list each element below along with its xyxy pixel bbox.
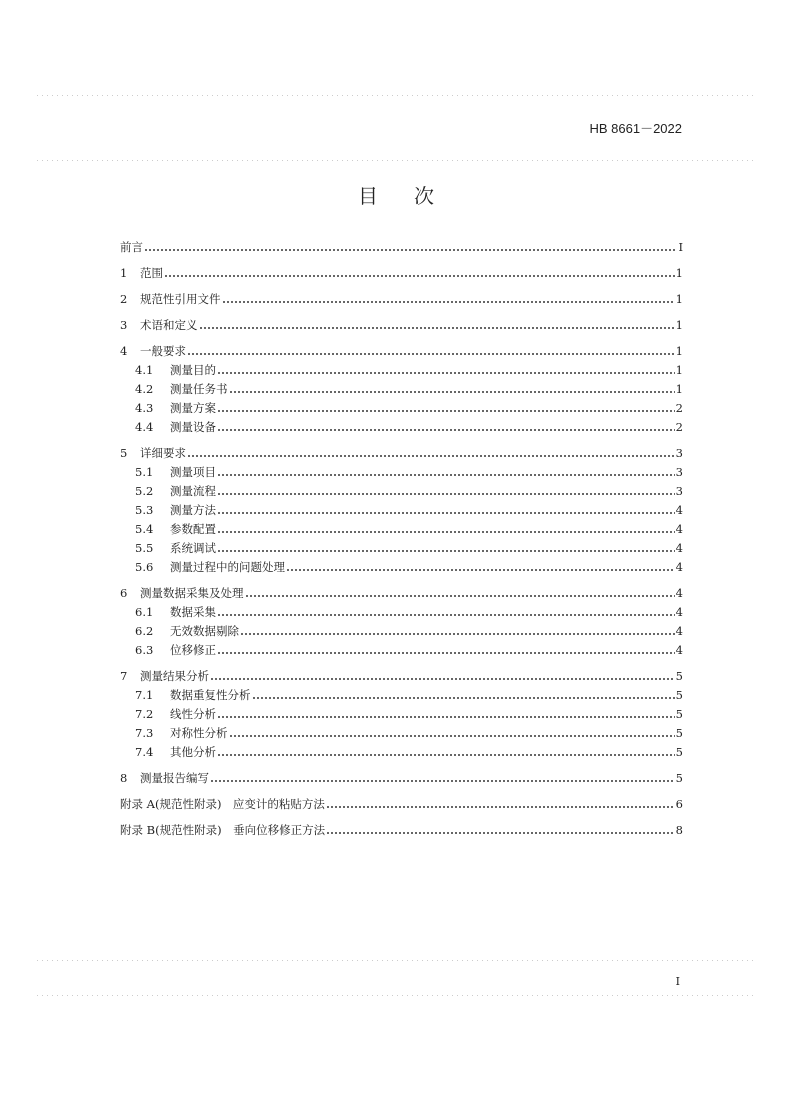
toc-entry[interactable] bbox=[120, 482, 683, 501]
toc-entry[interactable] bbox=[120, 705, 683, 724]
toc-dot-leader bbox=[217, 605, 675, 617]
toc-dot-leader bbox=[217, 707, 675, 719]
toc-entry-title: 附录 A(规范性附录) 应变计的粘贴方法 bbox=[120, 797, 325, 811]
toc-dot-leader bbox=[222, 292, 675, 304]
toc-entry-page: 3 bbox=[675, 446, 683, 460]
toc-entry[interactable] bbox=[120, 584, 683, 603]
toc-entry[interactable] bbox=[120, 686, 683, 705]
toc-entry-number: 4 bbox=[120, 344, 128, 358]
toc-entry-page: 1 bbox=[675, 318, 683, 332]
toc-entry-number: 6.1 bbox=[135, 605, 154, 619]
toc-entry[interactable] bbox=[120, 821, 683, 840]
toc-dot-leader bbox=[217, 484, 675, 496]
toc-entry-page: 4 bbox=[675, 560, 683, 574]
toc-entry-title: 测量项目 bbox=[170, 465, 216, 479]
toc-entry-title: 测量方案 bbox=[170, 401, 216, 415]
toc-dot-leader bbox=[326, 797, 675, 809]
toc-entry-page: 2 bbox=[675, 401, 683, 415]
toc-entry-page: 4 bbox=[675, 605, 683, 619]
toc-entry-page: 1 bbox=[675, 344, 683, 358]
toc-dot-leader bbox=[210, 669, 675, 681]
toc-dot-leader bbox=[187, 446, 675, 458]
toc-entry[interactable] bbox=[120, 418, 683, 437]
toc-dot-leader bbox=[210, 771, 675, 783]
table-of-contents bbox=[120, 238, 683, 840]
toc-entry[interactable] bbox=[120, 264, 683, 283]
toc-entry-title: 测量过程中的问题处理 bbox=[170, 560, 285, 574]
toc-entry-number: 4.1 bbox=[135, 363, 154, 377]
toc-entry[interactable] bbox=[120, 444, 683, 463]
toc-entry-title: 对称性分析 bbox=[170, 726, 228, 740]
toc-entry[interactable] bbox=[120, 501, 683, 520]
toc-entry[interactable] bbox=[120, 724, 683, 743]
toc-title: 目次 bbox=[358, 184, 470, 208]
toc-entry-title: 数据采集 bbox=[170, 605, 216, 619]
toc-dot-leader bbox=[217, 643, 675, 655]
toc-entry[interactable] bbox=[120, 539, 683, 558]
toc-entry-title: 前言 bbox=[120, 240, 143, 254]
toc-entry[interactable] bbox=[120, 399, 683, 418]
toc-dot-leader bbox=[229, 726, 675, 738]
toc-entry-number: 5.2 bbox=[135, 484, 154, 498]
toc-entry[interactable] bbox=[120, 361, 683, 380]
toc-entry-title: 测量任务书 bbox=[170, 382, 228, 396]
scan-line bbox=[35, 995, 755, 996]
toc-entry-title: 参数配置 bbox=[170, 522, 216, 536]
toc-entry-title: 测量目的 bbox=[170, 363, 216, 377]
toc-entry-page: 1 bbox=[675, 292, 683, 306]
toc-entry-page: 1 bbox=[675, 363, 683, 377]
toc-entry-page: 4 bbox=[675, 541, 683, 555]
toc-entry[interactable] bbox=[120, 558, 683, 577]
toc-entry[interactable] bbox=[120, 238, 683, 257]
toc-entry-page: 4 bbox=[675, 624, 683, 638]
toc-entry-page: 4 bbox=[675, 586, 683, 600]
toc-entry-page: 4 bbox=[675, 503, 683, 517]
toc-entry-number: 7 bbox=[120, 669, 128, 683]
toc-entry-title: 一般要求 bbox=[140, 344, 186, 358]
scan-line bbox=[35, 95, 755, 96]
toc-dot-leader bbox=[217, 522, 675, 534]
toc-entry-number: 5.1 bbox=[135, 465, 154, 479]
scan-line bbox=[35, 960, 755, 961]
toc-entry-title: 测量方法 bbox=[170, 503, 216, 517]
toc-entry-title: 其他分析 bbox=[170, 745, 216, 759]
toc-entry-page: 4 bbox=[675, 643, 683, 657]
toc-dot-leader bbox=[144, 240, 677, 252]
toc-dot-leader bbox=[217, 465, 675, 477]
toc-entry-page: 5 bbox=[675, 707, 683, 721]
toc-entry-title: 测量报告编写 bbox=[140, 771, 209, 785]
toc-entry[interactable] bbox=[120, 520, 683, 539]
toc-entry[interactable] bbox=[120, 342, 683, 361]
toc-entry-title: 无效数据剔除 bbox=[170, 624, 239, 638]
toc-entry-page: 2 bbox=[675, 420, 683, 434]
toc-entry-number: 3 bbox=[120, 318, 128, 332]
toc-dot-leader bbox=[245, 586, 675, 598]
toc-entry[interactable] bbox=[120, 380, 683, 399]
toc-entry[interactable] bbox=[120, 769, 683, 788]
toc-entry-number: 6.2 bbox=[135, 624, 154, 638]
toc-entry-title: 详细要求 bbox=[140, 446, 186, 460]
toc-dot-leader bbox=[240, 624, 675, 636]
toc-entry-number: 5.4 bbox=[135, 522, 154, 536]
toc-entry-number: 5.6 bbox=[135, 560, 154, 574]
toc-entry-page: 3 bbox=[675, 484, 683, 498]
toc-entry-title: 数据重复性分析 bbox=[170, 688, 251, 702]
toc-dot-leader bbox=[252, 688, 675, 700]
toc-entry[interactable] bbox=[120, 316, 683, 335]
toc-entry-number: 4.2 bbox=[135, 382, 154, 396]
toc-dot-leader bbox=[326, 823, 675, 835]
toc-entry[interactable] bbox=[120, 290, 683, 309]
toc-entry-number: 2 bbox=[120, 292, 128, 306]
toc-entry-title: 线性分析 bbox=[170, 707, 216, 721]
toc-dot-leader bbox=[217, 363, 675, 375]
toc-entry-page: 4 bbox=[675, 522, 683, 536]
toc-dot-leader bbox=[217, 420, 675, 432]
toc-entry[interactable] bbox=[120, 743, 683, 762]
toc-entry-title: 测量设备 bbox=[170, 420, 216, 434]
toc-entry-title: 系统调试 bbox=[170, 541, 216, 555]
toc-entry-page: 8 bbox=[675, 823, 683, 837]
toc-entry-page: 5 bbox=[675, 771, 683, 785]
toc-dot-leader bbox=[217, 745, 675, 757]
toc-entry-page: 5 bbox=[675, 688, 683, 702]
toc-entry-number: 6 bbox=[120, 586, 128, 600]
toc-entry-title: 规范性引用文件 bbox=[140, 292, 221, 306]
toc-entry[interactable] bbox=[120, 622, 683, 641]
toc-entry-number: 7.2 bbox=[135, 707, 154, 721]
toc-entry-page: 5 bbox=[675, 745, 683, 759]
toc-entry-number: 6.3 bbox=[135, 643, 154, 657]
toc-entry-number: 7.3 bbox=[135, 726, 154, 740]
toc-entry-number: 1 bbox=[120, 266, 128, 280]
toc-entry-title: 范围 bbox=[140, 266, 163, 280]
toc-entry-page: I bbox=[678, 240, 683, 254]
toc-entry[interactable] bbox=[120, 667, 683, 686]
toc-dot-leader bbox=[187, 344, 675, 356]
toc-entry-title: 附录 B(规范性附录) 垂向位移修正方法 bbox=[120, 823, 326, 837]
toc-dot-leader bbox=[217, 401, 675, 413]
toc-dot-leader bbox=[217, 541, 675, 553]
toc-entry-number: 5.5 bbox=[135, 541, 154, 555]
toc-entry-title: 测量数据采集及处理 bbox=[140, 586, 244, 600]
toc-entry-number: 7.1 bbox=[135, 688, 154, 702]
toc-dot-leader bbox=[164, 266, 675, 278]
page-number: I bbox=[675, 975, 680, 988]
toc-dot-leader bbox=[286, 560, 675, 572]
toc-entry[interactable] bbox=[120, 603, 683, 622]
toc-entry-title: 位移修正 bbox=[170, 643, 216, 657]
scan-line bbox=[35, 160, 755, 161]
toc-entry-page: 5 bbox=[675, 726, 683, 740]
toc-dot-leader bbox=[199, 318, 675, 330]
toc-entry-page: 1 bbox=[675, 266, 683, 280]
toc-entry-title: 术语和定义 bbox=[140, 318, 198, 332]
toc-dot-leader bbox=[229, 382, 675, 394]
toc-entry-title: 测量结果分析 bbox=[140, 669, 209, 683]
toc-entry-page: 5 bbox=[675, 669, 683, 683]
toc-entry-page: 6 bbox=[675, 797, 683, 811]
toc-entry-number: 5.3 bbox=[135, 503, 154, 517]
toc-entry-number: 8 bbox=[120, 771, 128, 785]
toc-entry[interactable] bbox=[120, 463, 683, 482]
toc-entry[interactable] bbox=[120, 641, 683, 660]
toc-entry-page: 1 bbox=[675, 382, 683, 396]
toc-entry[interactable] bbox=[120, 795, 683, 814]
toc-entry-number: 4.4 bbox=[135, 420, 154, 434]
toc-entry-title: 测量流程 bbox=[170, 484, 216, 498]
toc-entry-page: 3 bbox=[675, 465, 683, 479]
toc-entry-number: 5 bbox=[120, 446, 128, 460]
toc-entry-number: 4.3 bbox=[135, 401, 154, 415]
toc-dot-leader bbox=[217, 503, 675, 515]
toc-entry-number: 7.4 bbox=[135, 745, 154, 759]
document-code: HB 8661－2022 bbox=[589, 121, 682, 136]
